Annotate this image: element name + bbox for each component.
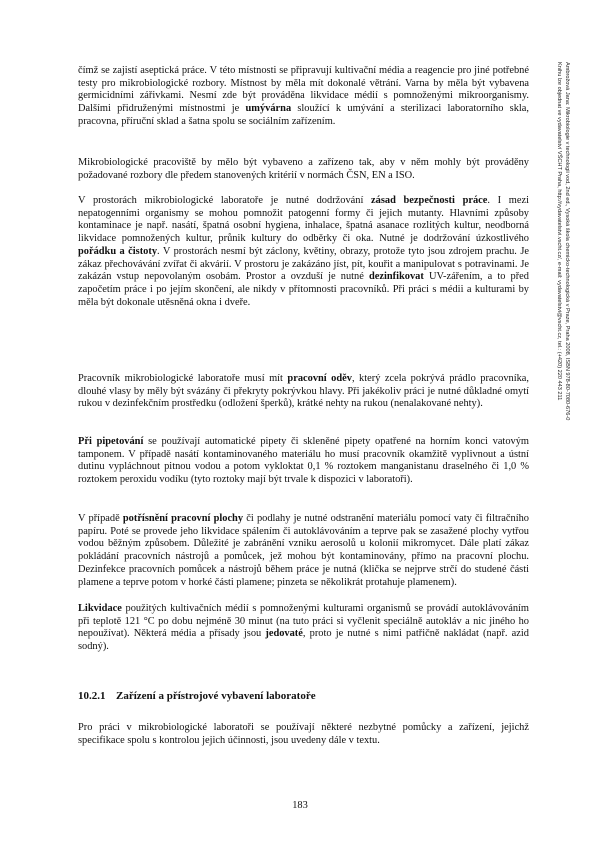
- page-number: 183: [292, 800, 308, 811]
- text-run: použitých kultivačních médií s pomnoženými kulturami organismů se provádí autoklávováním při teplotě 121 °C po dobu nejméně 30 minut (na tuto práci si vyčlenit speciálně autokláv a nic jiného ho nepoužívat). Některá média a přísady jsou: [78, 603, 529, 640]
- section-title: Zařízení a přístrojové vybavení laboratoře: [116, 690, 316, 702]
- paragraph-washroom: [78, 65, 529, 129]
- paragraph-intro: [78, 722, 529, 747]
- text-run: . V prostorách nesmí být záclony, květiny, obrazy, protože tyto jsou zdrojem prachu. Je zákaz přechovávání zvířat či akvárií. V prostoru je zakázáno jíst, pít, kouřit a manipulovat s potravinami. Je zakázán vstup nepovolaným osobám. Prostor a ovzduší je nutné: [78, 245, 529, 283]
- text-run: Mikrobiologické pracoviště by mělo být vybaveno a zařízeno tak, aby v něm mohly být prováděny požadované rozbory dle předem stanovených kritérií v normách ČSN, EN a ISO.: [78, 157, 529, 181]
- paragraph-safety: [78, 195, 529, 309]
- section-number: 10.2.1: [78, 690, 106, 702]
- text-run: se používají automatické pipety či skleněné pipety opatřené na horním konci vatovým tamponem. V případě nasátí kontaminovaného materiálu ho musí pracovník okamžitě vyplivnout a ústní dutinu vypláchnout pitnou vodou a potom vykloktat 0,1 % roztokem manganistanu draselného či 1,0 % roztokem peroxidu vodíku (tyto roztoky mají být trvale k dispozici v laboratoři).: [78, 436, 529, 486]
- paragraph-spill: [78, 513, 529, 589]
- text-run: či podlahy je nutné odstranění materiálu pomocí vaty či filtračního papíru. Poté se provede jeho likvidace spálením či autoklávováním a teprve pak se zasažené plochy vytřou vodou běžným způsobem. Důležité je zabránění vzniku aerosolů u kolonií mikromycet. Dále platí zákaz pokládání pracovních nástrojů a pomůcek, jež mohou být kontaminovány, přímo na pracovní plochu. Dezinfekce pracovních pomůcek a nástrojů během práce je nutná (klička se nejprve strčí do studené části plamene a teprve potom v horké části plamene; pinzeta se několikrát protahuje plamenem).: [78, 513, 530, 588]
- text-run: V prostorách mikrobiologické laboratoře je nutné dodržování: [78, 195, 372, 206]
- emphasis-term: pořádku a čistoty: [78, 245, 158, 257]
- text-run: čímž se zajistí aseptická práce. V této místnosti se připravují kultivační média a reagencie pro jiné potřebné testy pro mikrobiologické rozbory. Místnost by měla mít dokonalé větrání. Varna by měla být vybavena germicidními zářivkami. Nesmí zde být prováděna likvidace médií s pomnoženými mikroorganismy. Dalšími přidruženými místnostmi je: [78, 65, 529, 115]
- paragraph-equipment: [78, 157, 529, 182]
- emphasis-term: Při pipetování: [78, 436, 144, 447]
- text-run: V případě: [78, 513, 123, 524]
- text-run: Pro práci v mikrobiologické laboratoři se používají některé nezbytné pomůcky a zařízení, jejichž specifikace spolu s kontrolou jejich účinnosti, jsou uvedeny dále v textu.: [78, 722, 529, 746]
- emphasis-term: pracovní oděv: [287, 373, 352, 384]
- side-citation-line-1: Ambrožová Jana: Mikrobiologie v technologii vod, 2nd ed., Vysoká škola chemicko-technologická v Praze, Praha 2008, ISBN 978-80-7080-676-0: [564, 62, 570, 421]
- text-run: , proto je nutné s nimi patřičně nakládat (např. azid sodný).: [78, 628, 529, 653]
- text-run: sloužící k umývání a sterilizaci laboratorního skla, pracovna, příruční sklad a šatna spolu se sociálním zařízením.: [78, 103, 529, 127]
- paragraph-clothing: [78, 373, 529, 411]
- text-run: . I mezi nepatogenními organismy se mohou pomnožit patogenní formy či jejich mutanty. Hlavními způsoby kontaminace je např. nasátí, špatná osobní hygiena, inhalace, špatná asanace rozlitých kultur, neodborná likvidace pomnožených kultur, průnik kultury do odběrky či oka. Nutné je dodržování úzkostlivého: [78, 195, 529, 245]
- paragraph-pipetting: [78, 436, 529, 487]
- paragraph-disposal: [78, 603, 529, 654]
- text-run: Pracovník mikrobiologické laboratoře musí mít: [78, 373, 288, 384]
- emphasis-term: potřísnění pracovní plochy: [122, 513, 244, 524]
- emphasis-term: zásad bezpečnosti práce: [371, 195, 488, 206]
- emphasis-term: Likvidace: [78, 603, 122, 614]
- section-heading: [78, 690, 529, 703]
- text-run: , který zcela pokrývá prádlo pracovníka, dlouhé vlasy by měly být svázány či překryty pokrývkou hlavy. Při jakékoliv práci je nutné důkladné omytí rukou v dezinfekčním prostředku (odložení šperků), krátké nehty na rukou (nenalakované nehty).: [78, 373, 530, 410]
- emphasis-term: dezinfikovat: [368, 271, 424, 283]
- text-run: UV-zářením, a to před započetím práce i po jejím skončení, ale nikdy v přítomnosti pracovníků. Při práci s médii a kulturami by měla být dokonale utěsněná okna i dveře.: [78, 271, 529, 308]
- emphasis-term: jedovaté: [265, 628, 303, 640]
- side-citation-line-2: Knihu lze objednat ve vydavatelství VŠCHT Praha, http://vydavatelstvi.vscht.cz/, e-mail: vydavatelstvi@vscht.cz, tel.: (+420) 220 443 211: [556, 62, 562, 401]
- emphasis-term: umývárna: [245, 103, 292, 115]
- side-citation: [555, 62, 571, 420]
